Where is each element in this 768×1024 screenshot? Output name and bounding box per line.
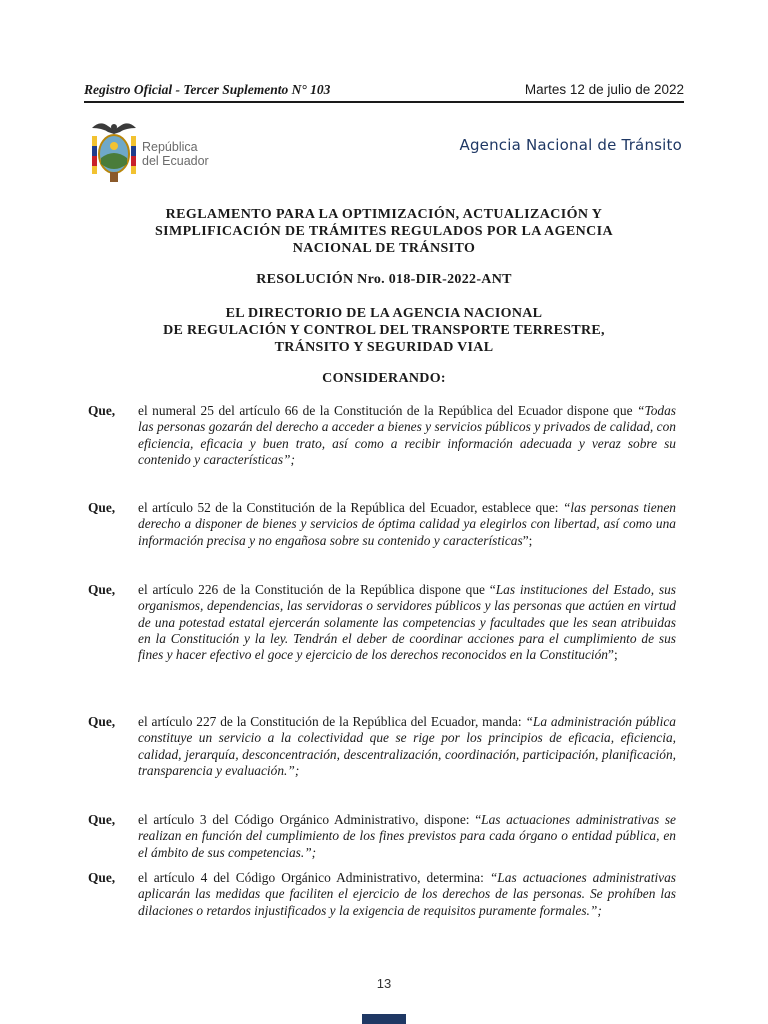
directorio-heading (84, 305, 684, 356)
title-line: SIMPLIFICACIÓN DE TRÁMITES REGULADOS POR LA AGENCIA (154, 224, 614, 239)
que-label: Que, (88, 870, 116, 885)
agency-name: Agencia Nacional de Tránsito (459, 136, 682, 154)
que-label: Que, (88, 500, 116, 515)
que-label: Que, (88, 582, 116, 597)
clause (88, 582, 676, 663)
title-line: NACIONAL DE TRÁNSITO (292, 241, 476, 256)
directorio-line: TRÁNSITO Y SEGURIDAD VIAL (274, 340, 494, 355)
que-label: Que, (88, 403, 116, 418)
clause-text: el artículo 52 de la Constitución de la República del Ecuador, establece que: “las personas tienen derecho a disponer de bienes y servicios de óptima calidad ya elegirlos con libertad, así como una información precisa y no engañosa sobre su contenido y características”; (138, 500, 676, 548)
coat-of-arms-icon (86, 118, 142, 184)
document-title (84, 206, 684, 257)
header-date: Martes 12 de julio de 2022 (524, 82, 684, 97)
logo-line-2: del Ecuador (142, 154, 209, 168)
page-footer-bar (362, 1014, 406, 1024)
directorio-line: DE REGULACIÓN Y CONTROL DEL TRANSPORTE TERRESTRE, (163, 323, 605, 338)
clause-text: el numeral 25 del artículo 66 de la Constitución de la República del Ecuador dispone que “Todas las personas gozarán del derecho a acceder a bienes y servicios públicos y privados de calidad, con eficiencia, eficacia y buen trato, así como a recibir información adecuada y veraz sobre su contenido y características”; (138, 403, 676, 467)
clause (88, 812, 676, 861)
logo-line-1: República (142, 140, 198, 154)
directorio-line: EL DIRECTORIO DE LA AGENCIA NACIONAL (225, 306, 543, 321)
header-publication: Registro Oficial - Tercer Suplemento N° 103 (84, 82, 331, 97)
clause-text: el artículo 3 del Código Orgánico Administrativo, dispone: “Las actuaciones administrativas se realizan en función del cumplimiento de los fines previstos para cada órgano o entidad pública, en el ámbito de sus competencias.”; (138, 812, 676, 860)
clause-text: el artículo 227 de la Constitución de la República del Ecuador, manda: “La administración pública constituye un servicio a la colectividad que se rige por los principios de eficacia, eficiencia, calidad, jerarquía, desconcentración, descentralización, coordinación, participación, planificación, transparencia y evaluación.”; (138, 714, 676, 778)
clause (88, 500, 676, 549)
title-line: REGLAMENTO PARA LA OPTIMIZACIÓN, ACTUALIZACIÓN Y (165, 207, 603, 222)
header-rule (84, 101, 684, 103)
que-label: Que, (88, 812, 116, 827)
que-label: Que, (88, 714, 116, 729)
page-header (84, 82, 684, 102)
clause (88, 870, 676, 919)
clause (88, 403, 676, 468)
clause (88, 714, 676, 779)
clause-text: el artículo 4 del Código Orgánico Administrativo, determina: “Las actuaciones administrativas aplicarán las medidas que faciliten el ejercicio de los derechos de las personas. Se prohíben las dilaciones o retardos injustificados y la exigencia de requisitos puramente formales.”; (138, 870, 677, 918)
page-number: 13 (376, 976, 392, 991)
clause-text: el artículo 226 de la Constitución de la República dispone que “Las instituciones del Estado, sus organismos, dependencias, las servidoras o servidores públicos y las personas que actúen en virtud de una potestad estatal ejercerán solamente las competencias y facultades que les sean atribuidas en la Constitución y la ley. Tendrán el deber de coordinar acciones para el cumplimiento de sus fines y hacer efectivo el goce y ejercicio de los derechos reconocidos en la Constitución”; (138, 582, 676, 663)
resolution-number: RESOLUCIÓN Nro. 018-DIR-2022-ANT (256, 272, 512, 287)
republica-logo (86, 118, 226, 184)
considerando-heading: CONSIDERANDO: (322, 371, 446, 386)
